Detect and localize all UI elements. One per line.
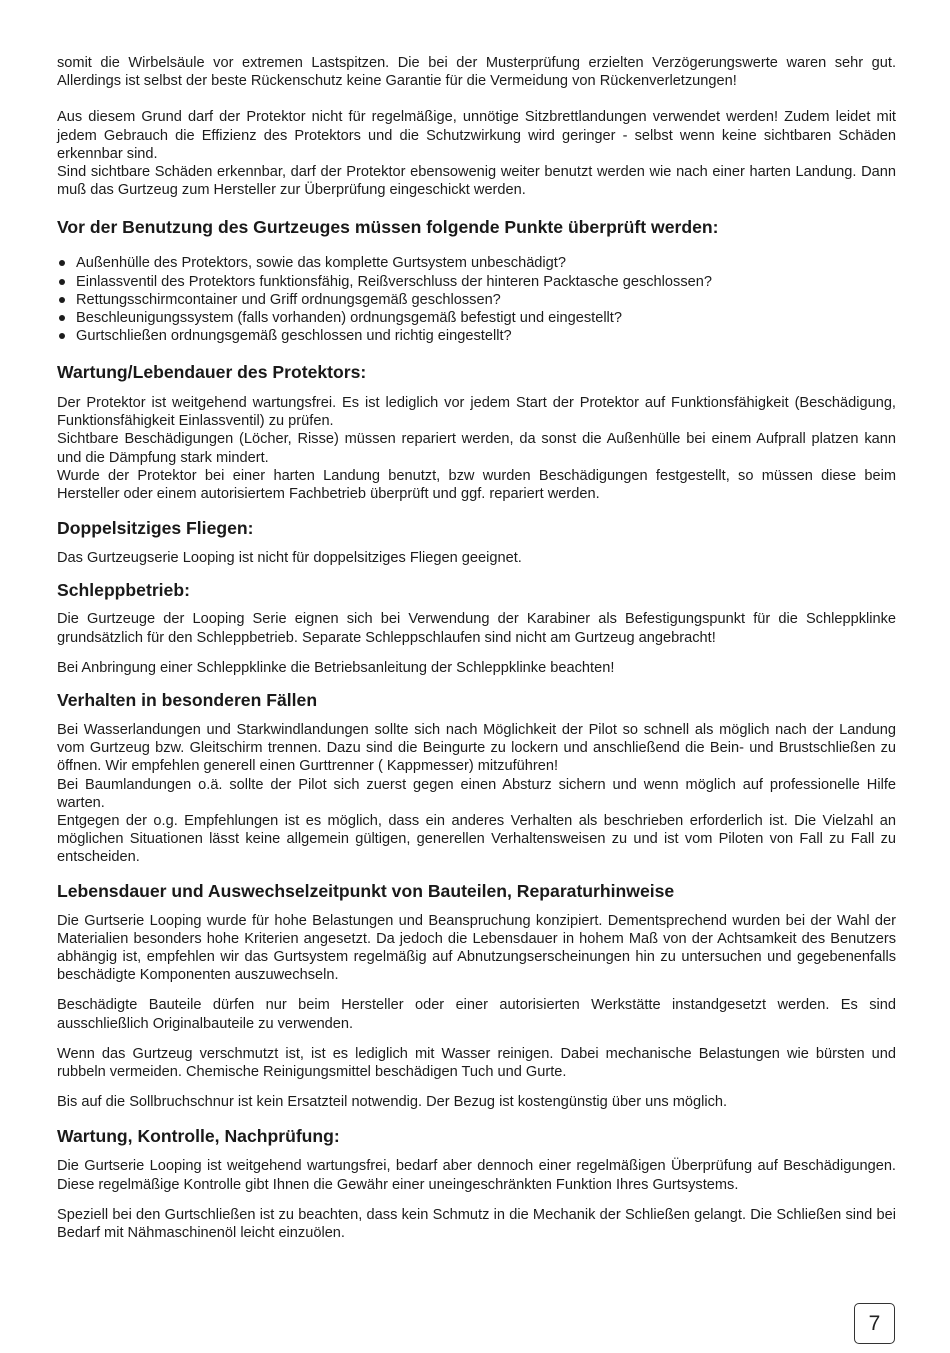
intro-paragraph-2: Aus diesem Grund darf der Protektor nicht für regelmäßige, unnötige Sitzbrettlandungen verwendet werden! Zudem leidet mit jedem Gebrauch die Effizienz des Protektors und die Schutzwirkung wird geringer - selbst wenn keine sichtbaren Schäden erkennbar sind. <box>57 109 896 162</box>
lebensdauer-paragraph-3: Wenn das Gurtzeug verschmutzt ist, ist es lediglich mit Wasser reinigen. Dabei mechanische Belastungen wie bürsten und rubbeln vermeiden. Chemische Reinigungsmittel beschädigen Tuch und Gurte. <box>57 1045 896 1080</box>
section-heading-verhalten: Verhalten in besonderen Fällen <box>57 689 318 710</box>
manual-page <box>57 54 896 1242</box>
verhalten-paragraph-2: Bei Baumlandungen o.ä. sollte der Pilot sich zuerst gegen einen Absturz sichern und wenn möglich auf professionelle Hilfe warten. <box>57 776 896 811</box>
nachpruefung-paragraph-2: Speziell bei den Gurtschließen ist zu beachten, dass kein Schmutz in die Mechanik der Schließen gelangt. Die Schließen sind bei Bedarf mit Nähmaschinenöl leicht einzuölen. <box>57 1206 896 1241</box>
list-item: Einlassventil des Protektors funktionsfähig, Reißverschluss der hinteren Packtasche geschlossen? <box>57 273 896 291</box>
page-number: 7 <box>854 1303 895 1344</box>
list-item: Gurtschließen ordnungsgemäß geschlossen und richtig eingestellt? <box>57 327 896 345</box>
checklist-heading: Vor der Benutzung des Gurtzeuges müssen folgende Punkte überprüft werden: <box>57 217 719 238</box>
schlepp-paragraph-2: Bei Anbringung einer Schleppklinke die Betriebsanleitung der Schleppklinke beachten! <box>57 659 615 676</box>
list-item: Außenhülle des Protektors, sowie das komplette Gurtsystem unbeschädigt? <box>57 254 896 272</box>
checklist <box>57 254 896 344</box>
lebensdauer-paragraph-4: Bis auf die Sollbruchschnur ist kein Ersatzteil notwendig. Der Bezug ist kostengünstig über uns möglich. <box>57 1094 728 1111</box>
bullet-icon <box>59 279 65 285</box>
wartung-protektor-paragraph-2: Sichtbare Beschädigungen (Löcher, Risse) müssen repariert werden, da sonst die Außenhülle bei einem Aufprall platzen kann und die Dämpfung stark mindert. <box>57 431 896 466</box>
intro-paragraph-1: somit die Wirbelsäule vor extremen Lastspitzen. Die bei der Musterprüfung erzielten Verzögerungswerte waren sehr gut. Allerdings ist selbst der beste Rückenschutz keine Garantie für die Vermeidung von Rückenverletzungen! <box>57 55 896 90</box>
list-item: Beschleunigungssystem (falls vorhanden) ordnungsgemäß befestigt und eingestellt? <box>57 309 896 327</box>
verhalten-paragraph-3: Entgegen der o.g. Empfehlungen ist es möglich, dass ein anderes Verhalten als beschrieben erforderlich ist. Die Vielzahl an möglichen Situationen lässt keine allgemein gültigen, generellen Verhaltensweisen zu und ist vom Piloten von Fall zu Fall zu entscheiden. <box>57 812 896 866</box>
section-heading-lebensdauer: Lebensdauer und Auswechselzeitpunkt von Bauteilen, Reparaturhinweise <box>57 880 675 901</box>
doppelsitzig-paragraph: Das Gurtzeugserie Looping ist nicht für doppelsitziges Fliegen geeignet. <box>57 550 522 567</box>
verhalten-paragraph-1: Bei Wasserlandungen und Starkwindlandungen sollte sich nach Möglichkeit der Pilot so schnell als möglich nach der Landung vom Gurtzeug bzw. Gleitschirm trennen. Dazu sind die Beingurte zu lockern und anschließend die Bein- und Brustschließen zu öffnen. Wir empfehlen generell einen Gurttrenner ( Kappmesser) mitzuführen! <box>57 721 896 775</box>
intro-paragraph-3: Sind sichtbare Schäden erkennbar, darf der Protektor ebensowenig weiter benutzt werden wie nach einer harten Landung. Dann muß das Gurtzeug zum Hersteller zur Überprüfung eingeschickt werden. <box>57 164 896 199</box>
wartung-protektor-paragraph-1: Der Protektor ist weitgehend wartungsfrei. Es ist lediglich vor jedem Start der Protektor auf Funktionsfähigkeit (Beschädigung, Funktionsfähigkeit Einlassventil) zu prüfen. <box>57 394 896 430</box>
wartung-protektor-paragraph-3: Wurde der Protektor bei einer harten Landung benutzt, bzw wurden Beschädigungen festgestellt, so müssen diese beim Hersteller oder einem autorisiertem Fachbetrieb überprüft und ggf. repariert werden. <box>57 467 896 502</box>
lebensdauer-paragraph-2: Beschädigte Bauteile dürfen nur beim Hersteller oder einer autorisierten Werkstätte instandgesetzt werden. Es sind ausschließlich Originalbauteile zu verwenden. <box>57 997 896 1032</box>
list-item: Rettungsschirmcontainer und Griff ordnungsgemäß geschlossen? <box>57 291 896 309</box>
section-heading-nachpruefung: Wartung, Kontrolle, Nachprüfung: <box>57 1126 340 1147</box>
lebensdauer-paragraph-1: Die Gurtserie Looping wurde für hohe Belastungen und Beanspruchung konzipiert. Dementsprechend wurden bei der Wahl der Materialien besonders hohe Kriterien angesetzt. Da jedoch die Lebensdauer in hohem Maß von der Achtsamkeit des Benutzers abhängig ist, empfehlen wir das Gurtsystem regelmäßig auf Abnutzungserscheinungen hin zu untersuchen und gegebenenfalls beschädigte Komponenten auszuwechseln. <box>57 912 896 984</box>
section-heading-wartung-protektor: Wartung/Lebendauer des Protektors: <box>57 361 367 382</box>
bullet-icon <box>59 333 65 339</box>
schlepp-paragraph-1: Die Gurtzeuge der Looping Serie eignen sich bei Verwendung der Karabiner als Befestigungspunkt für die Schleppklinke grundsätzlich für den Schleppbetrieb. Separate Schleppschlaufen sind nicht am Gurtzeug angebracht! <box>57 611 896 646</box>
section-heading-doppelsitzig: Doppelsitziges Fliegen: <box>57 518 254 539</box>
bullet-icon <box>59 297 65 303</box>
section-heading-schlepp: Schleppbetrieb: <box>57 580 190 601</box>
nachpruefung-paragraph-1: Die Gurtserie Looping ist weitgehend wartungsfrei, bedarf aber dennoch einer regelmäßigen Überprüfung auf Beschädigungen. Diese regelmäßige Kontrolle gibt Ihnen die Gewähr einer uneingeschränkten Funktion Ihres Gurtsystems. <box>57 1158 896 1193</box>
bullet-icon <box>59 315 65 321</box>
bullet-icon <box>59 260 65 266</box>
